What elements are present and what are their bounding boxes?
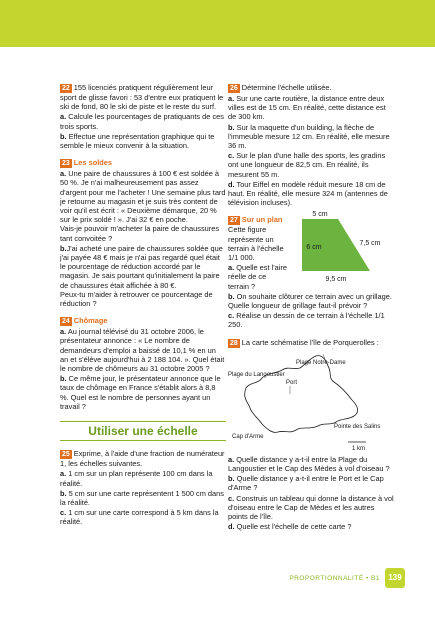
exercise-22: 22 155 licenciés pratiquent régulièrement leur sport de glisse favori : 53 d'entre eux pratiquent le ski de fond, 80 le ski de piste et le reste du surf. a. Calcule les pourcentages de pratiquants de ces trois sports. b. Effectue une représentation graphique qui te semble le mieux convenir à la situation. bbox=[60, 83, 224, 151]
label-left: 6 cm bbox=[306, 244, 322, 252]
question-c: Réalise un dessin de ce terrain à l'échelle 1/1 250. bbox=[228, 311, 385, 330]
question-a: Quelle distance y a-t-il entre la Plage du Langoustier et le Cap des Mèdes à vol d'oiseau ? bbox=[228, 454, 390, 474]
exercise-28: 28 La carte schématise l'île de Porquerolles : Plage Notre-Dame Plage du Langoustier Port Pointe des Salins Cap d'Arme 1 km a. Quelle distance y a-t-il entre la Plage du Langoustier et le Cap des Mèdes à vol d'oiseau ? b. Quelle distance y a-t-il entre le Port et le Cap d'Arme ? c. Construis un tableau qui donne la distance à vol d'oiseau entre le Cap de Mèdes et les autres points de l'île. d. Quelle est l'échelle de cette carte ? bbox=[228, 337, 394, 532]
label-port: Port bbox=[286, 379, 298, 386]
section-heading: Utiliser une échelle bbox=[60, 421, 226, 441]
page-footer: PROPORTIONNALITÉ • B1 bbox=[289, 575, 380, 582]
exercise-23: 23 Les soldes a. Une paire de chaussures à 100 € est soldée à 50 %. Je n'ai malheureusement pas assez d'argent pour me l'acheter ! Une semaine plus tard je retourne au magasin et je suis très content de voir qu'il est écrit : « Deuxième démarque, 20 % sur le prix soldé ! ». J'ai 32 € en poche. Vais-je pouvoir m'acheter la paire de chaussures tant convoitée ? b.J'ai acheté une paire de chaussures soldée que j'ai payée 48 € mais je n'ai pas regardé quel était le pourcentage de réduction accordé par le magasin. Je sais pourtant qu'initialement la paire de chaussures était affichée à 80 €. Peux-tu m'aider à retrouver ce pourcentage de réduction ? bbox=[60, 158, 226, 309]
exercise-number: 23 bbox=[62, 160, 70, 168]
trapezoid-figure bbox=[286, 209, 394, 287]
island-map bbox=[228, 348, 394, 452]
label-cap-arme: Cap d'Arme bbox=[232, 433, 264, 440]
question-a: Quelle est l'aire réelle de ce terrain ? bbox=[228, 263, 287, 291]
question-b: Quelle distance y a-t-il entre le Port et le Cap d'Arme ? bbox=[228, 474, 384, 493]
exercise-number: 26 bbox=[230, 85, 238, 92]
question-a: Calcule les pourcentages de pratiquants de ces trois sports. bbox=[60, 112, 224, 131]
label-plage-notre-dame: Plage Notre-Dame bbox=[296, 359, 346, 366]
question-a: Sur une carte routière, la distance entre deux villes est de 15 cm. En réalité, cette distance est de 300 km. bbox=[228, 94, 386, 122]
exercise-number: 27 bbox=[230, 217, 238, 225]
exercise-title: Chômage bbox=[73, 316, 108, 326]
label-cap-medes bbox=[324, 348, 366, 349]
question-a-followup: Vais-je pouvoir m'acheter la paire de chaussures tant convoitée ? bbox=[60, 224, 220, 243]
question-b: Ce même jour, le présentateur annonce que le taux de chômage en France s'établit alors à 8,8 %. Quel est le nombre de personnes ayant un travail ? bbox=[60, 374, 221, 411]
exercise-text: 155 licenciés pratiquent régulièrement leur sport de glisse favori : 53 d'entre eux pratiquent le ski de fond, 80 le ski de piste et le reste du surf. bbox=[60, 83, 224, 112]
question-b: 5 cm sur une carte représentent 1 500 cm dans la réalité. bbox=[60, 488, 224, 507]
exercise-title: Les soldes bbox=[73, 158, 112, 168]
exercise-title: Sur un plan bbox=[241, 215, 283, 225]
question-b-followup: Peux-tu m'aider à retrouver ce pourcentage de réduction ? bbox=[60, 289, 213, 309]
question-a: Une paire de chaussures à 100 € est soldée à 50 %. Je n'ai malheureusement pas assez d'argent pour me l'acheter ! Une semaine plus tard je retourne au magasin et je suis très content de voir qu'il est écrit : « Deuxième démarque, 20 % sur le prix soldé ! ». J'ai 32 € en poche. bbox=[60, 169, 226, 225]
label-pointe-salins: Pointe des Salins bbox=[334, 423, 381, 430]
question-d: Quelle est l'échelle de cette carte ? bbox=[236, 522, 352, 532]
island-outline bbox=[245, 355, 358, 432]
exercise-text: Détermine l'échelle utilisée. bbox=[241, 83, 332, 92]
exercise-number: 22 bbox=[62, 85, 70, 92]
question-d: Tour Eiffel en modèle réduit mesure 18 cm de haut. En réalité, elle mesure 324 m (antennes de télévision incluses). bbox=[228, 179, 388, 208]
right-column bbox=[228, 83, 394, 540]
label-top: 5 cm bbox=[312, 211, 328, 219]
question-c: Construis un tableau qui donne la distance à vol d'oiseau entre le Cap de Mèdes et les autres points de l'île. bbox=[228, 493, 394, 522]
exercise-text: Cette figure représente un terrain à l'échelle 1/1 000. bbox=[228, 225, 284, 263]
question-b: J'ai acheté une paire de chaussures soldée que j'ai payée 48 € mais je n'ai pas regardé quel était le pourcentage de réduction accordé par le magasin. Je sais pourtant qu'initialement la paire de chaussures était affichée à 80 €. bbox=[60, 243, 223, 290]
exercise-number: 28 bbox=[230, 339, 238, 347]
exercise-text: La carte schématise l'île de Porquerolles : bbox=[241, 337, 379, 347]
exercise-25: 25 Exprime, à l'aide d'une fraction de numérateur 1, les échelles suivantes. a. 1 cm sur un plan représente 100 cm dans la réalité. b. 5 cm sur une carte représentent 1 500 cm dans la réalité. c. 1 cm sur une carte correspond à 5 km dans la réalité. bbox=[60, 449, 225, 527]
question-a: 1 cm sur un plan représente 100 cm dans la réalité. bbox=[60, 469, 213, 488]
exercise-number: 25 bbox=[62, 451, 70, 459]
exercise-27: 5 cm 6 cm 7,5 cm 9,5 cm 27 Sur un plan Cette figure représente un terrain à l'échelle 1/1 000. a. Quelle est l'aire réelle de ce terrain ? b. On souhaite clôturer ce terrain avec un grillage. Quelle longueur de grillage faut-il prévoir ? c. Réalise un dessin de ce terrain à l'échelle 1/1 250. bbox=[228, 215, 394, 329]
question-a: Au journal télévisé du 31 octobre 2006, le présentateur annonce : « Le nombre de demandeurs d'emploi a baissé de 10,1 % en un an et s'élève aujourd'hui à 2 188 104. ». Quel était le nombre de chômeurs au 31 octobre 2005 ? bbox=[60, 327, 225, 374]
left-column bbox=[60, 83, 226, 535]
question-c: 1 cm sur une carte correspond à 5 km dans la réalité. bbox=[60, 508, 219, 527]
question-b: On souhaite clôturer ce terrain avec un grillage. Quelle longueur de grillage faut-il prévoir ? bbox=[228, 291, 392, 311]
question-c: Sur le plan d'une halle des sports, les gradins ont une longueur de 82,5 cm. En réalité, ils mesurent 55 m. bbox=[228, 151, 386, 179]
top-banner bbox=[0, 0, 435, 47]
label-right: 7,5 cm bbox=[359, 240, 381, 248]
label-plage-langoustier: Plage du Langoustier bbox=[228, 371, 285, 378]
label-scale: 1 km bbox=[352, 445, 366, 452]
exercise-number: 24 bbox=[62, 318, 70, 326]
question-b: Effectue une représentation graphique qui te semble le mieux convenir à la situation. bbox=[60, 131, 215, 151]
exercise-26: 26 Détermine l'échelle utilisée. a. Sur une carte routière, la distance entre deux villes est de 15 cm. En réalité, cette distance est de 300 km. b. Sur la maquette d'un building, la flèche de l'immeuble mesure 12 cm. En réalité, elle mesure 36 m. c. Sur le plan d'une halle des sports, les gradins ont une longueur de 82,5 cm. En réalité, ils mesurent 55 m. d. Tour Eiffel en modèle réduit mesure 18 cm de haut. En réalité, elle mesure 324 m (antennes de télévision incluses). bbox=[228, 83, 390, 208]
page-number: 139 bbox=[385, 568, 405, 588]
label-bottom: 9,5 cm bbox=[325, 276, 347, 284]
exercise-24: 24 Chômage a. Au journal télévisé du 31 octobre 2006, le présentateur annonce : « Le nombre de demandeurs d'emploi a baissé de 10,1 % en un an et s'élève aujourd'hui à 2 188 104. ». Quel était le nombre de chômeurs au 31 octobre 2005 ? b. Ce même jour, le présentateur annonce que le taux de chômage en France s'établit alors à 8,8 %. Quel est le nombre de personnes ayant un travail ? bbox=[60, 316, 225, 411]
exercise-text: Exprime, à l'aide d'une fraction de numérateur 1, les échelles suivantes. bbox=[60, 449, 225, 469]
question-b: Sur la maquette d'un building, la flèche de l'immeuble mesure 12 cm. En réalité, elle mesure 36 m. bbox=[228, 122, 390, 151]
